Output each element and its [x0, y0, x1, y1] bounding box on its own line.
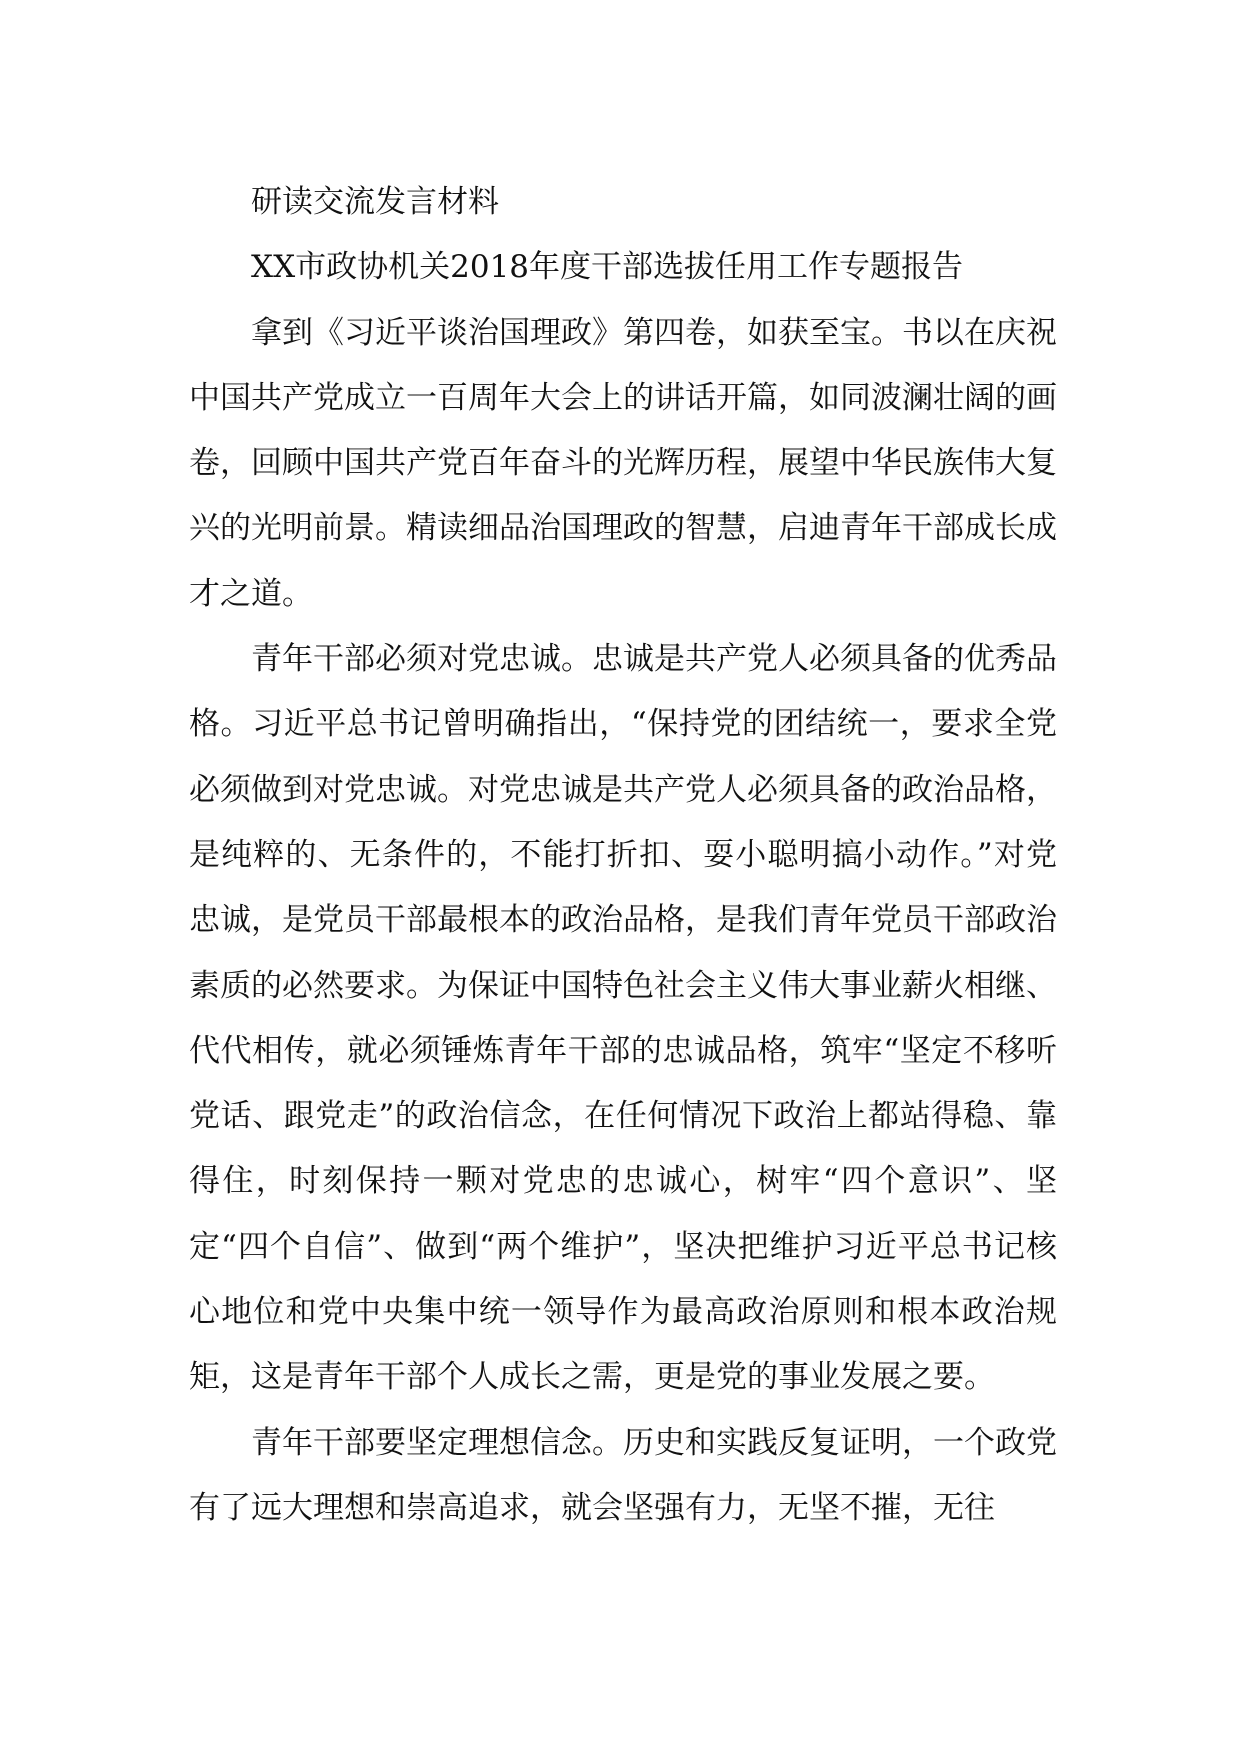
- header-line: 研读交流发言材料: [251, 184, 499, 220]
- paragraph-intro: 拿到《习近平谈治国理政》第四卷，如获至宝。书以在庆祝中国共产党成立一百周年大会上的讲话开篇，如同波澜壮阔的画卷，回顾中国共产党百年奋斗的光辉历程，展望中华民族伟大复兴的光明前景。精读细品治国理政的智慧，启迪青年干部成长成才之道。: [189, 314, 1057, 612]
- paragraph-loyalty: 青年干部必须对党忠诚。忠诚是共产党人必须具备的优秀品格。习近平总书记曾明确指出，“保持党的团结统一，要求全党必须做到对党忠诚。对党忠诚是共产党人必须具备的政治品格，是纯粹的、无条件的，不能打折扣、耍小聪明搞小动作。”对党忠诚，是党员干部最根本的政治品格，是我们青年党员干部政治素质的必然要求。为保证中国特色社会主义伟大事业薪火相继、代代相传，就必须锤炼青年干部的忠诚品格，筑牢“坚定不移听党话、跟党走”的政治信念，在任何情况下政治上都站得稳、靠得住，时刻保持一颗对党忠的忠诚心，树牢“四个意识”、坚定“四个自信”、做到“两个维护”，坚决把维护习近平总书记核心地位和党中央集中统一领导作为最高政治原则和根本政治规矩，这是青年干部个人成长之需，更是党的事业发展之要。: [189, 641, 1057, 1396]
- paragraph-ideals: 青年干部要坚定理想信念。历史和实践反复证明，一个政党有了远大理想和崇高追求，就会坚强有力，无坚不摧，无往: [189, 1424, 1057, 1526]
- document-body: [189, 170, 1057, 1541]
- report-title: XX市政协机关2018年度干部选拔任用工作专题报告: [251, 249, 964, 286]
